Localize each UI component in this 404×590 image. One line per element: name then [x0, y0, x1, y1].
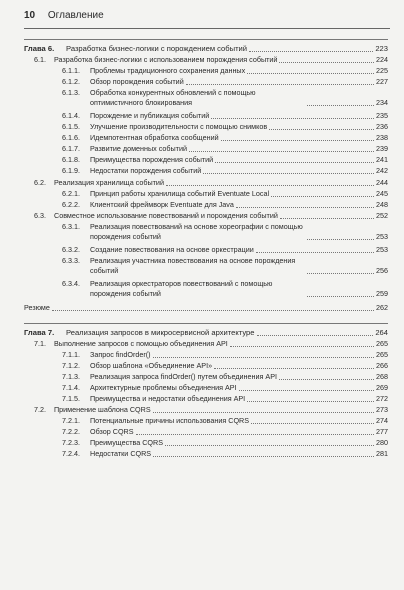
dot-leader — [271, 196, 374, 197]
section-number: 7.1. — [34, 339, 46, 348]
running-title: Оглавление — [47, 10, 104, 21]
chapter-heading — [24, 44, 388, 54]
page-ref: 264 — [375, 328, 388, 337]
section-title: Недостатки CQRS — [90, 449, 152, 458]
section-number: 6.2. — [34, 178, 46, 187]
section-number: 7.2.1. — [62, 416, 80, 425]
dot-leader — [153, 456, 374, 457]
section-number: 7.1.1. — [62, 350, 80, 359]
section-number: Глава 7. — [24, 328, 55, 337]
toc-entry — [62, 438, 388, 448]
page-ref: 268 — [376, 372, 388, 381]
section-number: 6.3.1. — [62, 222, 80, 231]
section-title: Реализация хранилища событий — [54, 178, 164, 187]
section-number: 7.2.2. — [62, 427, 80, 436]
section-number: 6.1. — [34, 55, 46, 64]
toc-entry — [62, 122, 388, 132]
dot-leader — [307, 296, 374, 297]
page-ref: 253 — [376, 245, 388, 254]
section-title: Применение шаблона CQRS — [54, 405, 151, 414]
page-ref: 256 — [376, 266, 388, 275]
toc-entry — [62, 200, 388, 210]
section-title: Обработка конкурентных обновлений с помощью оптимистичного блокирования — [90, 88, 256, 107]
toc-entry — [62, 66, 388, 76]
section-title: Обзор порождения событий — [90, 77, 184, 86]
section-title: Запрос findOrder() — [90, 350, 151, 359]
section-number: 6.1.9. — [62, 166, 80, 175]
toc-entry — [34, 405, 388, 415]
section-title: Преимущества порождения событий — [90, 155, 214, 164]
page-ref: 273 — [376, 405, 388, 414]
page-ref: 244 — [376, 178, 388, 187]
section-title: Выполнение запросов с помощью объединения API — [54, 339, 228, 348]
section-title: Реализация участника повествования на основе порождения событий — [90, 256, 296, 275]
toc-entry — [62, 222, 388, 242]
page-ref: 272 — [376, 394, 388, 403]
dot-leader — [257, 335, 374, 336]
dot-leader — [239, 390, 374, 391]
dot-leader — [136, 434, 374, 435]
section-title: Принцип работы хранилища событий Eventuate Local — [90, 189, 270, 198]
page-ref: 227 — [376, 77, 388, 86]
toc-entry — [62, 111, 388, 121]
dot-leader — [279, 379, 374, 380]
section-title: Клиентский фреймворк Eventuate для Java — [90, 200, 234, 209]
section-number: 6.2.1. — [62, 189, 80, 198]
toc-entry — [62, 449, 388, 459]
dot-leader — [307, 105, 374, 106]
section-number: 7.1.3. — [62, 372, 80, 381]
dot-leader — [165, 445, 374, 446]
toc-entry — [62, 88, 388, 108]
section-title: Реализация запросов в микросервисной архитектуре — [66, 328, 255, 337]
dot-leader — [214, 368, 374, 369]
dot-leader — [189, 151, 374, 152]
page-ref: 253 — [376, 232, 388, 241]
section-number: 7.1.5. — [62, 394, 80, 403]
toc-entry — [34, 178, 388, 188]
dot-leader — [211, 118, 374, 119]
page-ref: 265 — [376, 350, 388, 359]
page-ref: 262 — [376, 303, 388, 312]
dot-leader — [269, 129, 374, 130]
section-number: 7.2.3. — [62, 438, 80, 447]
toc-entry — [62, 256, 388, 276]
toc-entry — [62, 394, 388, 404]
toc-entry — [62, 144, 388, 154]
section-title: Идемпотентная обработка сообщений — [90, 133, 219, 142]
section-title: Разработка бизнес-логики с порождением событий — [66, 44, 248, 53]
page-ref: 259 — [376, 289, 388, 298]
dot-leader — [249, 51, 373, 52]
dot-leader — [166, 185, 374, 186]
page-ref: 235 — [376, 111, 388, 120]
page-ref: 223 — [375, 44, 388, 53]
toc-entry — [24, 303, 388, 313]
page-ref: 241 — [376, 155, 388, 164]
dot-leader — [203, 173, 374, 174]
section-title: Улучшение производительности с помощью снимков — [90, 122, 268, 131]
section-number: 6.1.1. — [62, 66, 80, 75]
section-number: 6.1.4. — [62, 111, 80, 120]
section-title: Разработка бизнес-логики с использованием порождения событий — [54, 55, 278, 64]
dot-leader — [153, 412, 374, 413]
toc-entry — [62, 372, 388, 382]
page-ref: 280 — [376, 438, 388, 447]
section-number: 6.1.6. — [62, 133, 80, 142]
section-number: 6.3. — [34, 211, 46, 220]
toc-entry — [34, 339, 388, 349]
toc-entry — [62, 245, 388, 255]
page-ref: 234 — [376, 98, 388, 107]
page-ref: 248 — [376, 200, 388, 209]
toc-entry — [62, 383, 388, 393]
section-number: 6.3.2. — [62, 245, 80, 254]
dot-leader — [279, 62, 374, 63]
section-title: Обзор CQRS — [90, 427, 134, 436]
toc-entry — [62, 166, 388, 176]
chapter-heading — [24, 328, 388, 338]
section-number: 7.2.4. — [62, 449, 80, 458]
section-title: Реализация повествований на основе хореографии с помощью порождения событий — [90, 222, 303, 241]
page-ref: 269 — [376, 383, 388, 392]
dot-leader — [307, 273, 374, 274]
toc-entry — [62, 350, 388, 360]
section-title: Создание повествования на основе оркестрации — [90, 245, 254, 254]
toc-entry — [62, 279, 388, 299]
dot-leader — [307, 239, 374, 240]
dot-leader — [251, 423, 374, 424]
page-ref: 224 — [376, 55, 388, 64]
toc-entry — [62, 361, 388, 371]
dot-leader — [215, 162, 374, 163]
section-number: 6.1.5. — [62, 122, 80, 131]
page-ref: 242 — [376, 166, 388, 175]
section-number: 6.1.3. — [62, 88, 80, 97]
page-ref: 252 — [376, 211, 388, 220]
page-ref: 277 — [376, 427, 388, 436]
page-ref: 274 — [376, 416, 388, 425]
section-title: Преимущества и недостатки объединения API — [90, 394, 246, 403]
section-title: Совместное использование повествований и порождения событий — [54, 211, 278, 220]
section-number: 7.2. — [34, 405, 46, 414]
page-ref: 281 — [376, 449, 388, 458]
dot-leader — [247, 401, 374, 402]
section-title: Архитектурные проблемы объединения API — [90, 383, 237, 392]
dot-leader — [280, 218, 374, 219]
section-number: Глава 6. — [24, 44, 55, 53]
section-number: 7.1.4. — [62, 383, 80, 392]
section-title: Реализация запроса findOrder() путем объединения API — [90, 372, 277, 381]
toc-entry — [34, 211, 388, 221]
dot-leader — [236, 207, 374, 208]
dot-leader — [52, 310, 374, 311]
section-title: Потенциальные причины использования CQRS — [90, 416, 250, 425]
section-title: Обзор шаблона «Объединение API» — [90, 361, 213, 370]
section-number: 7.1.2. — [62, 361, 80, 370]
section-title: Недостатки порождения событий — [90, 166, 202, 175]
section-title: Развитие доменных событий — [90, 144, 188, 153]
dot-leader — [230, 346, 374, 347]
section-title: Резюме — [24, 303, 50, 312]
section-number: 6.2.2. — [62, 200, 80, 209]
section-number: 6.3.3. — [62, 256, 80, 265]
toc-entry — [62, 416, 388, 426]
section-number: 6.3.4. — [62, 279, 80, 288]
section-title: Реализация оркестраторов повествований с помощью порождения событий — [90, 279, 273, 298]
toc-entry — [62, 155, 388, 165]
dot-leader — [186, 84, 374, 85]
page-ref: 265 — [376, 339, 388, 348]
page-ref: 236 — [376, 122, 388, 131]
section-title: Порождение и публикация событий — [90, 111, 210, 120]
section-number: 6.1.2. — [62, 77, 80, 86]
toc-entry — [34, 55, 388, 65]
chapter-rule — [24, 39, 388, 40]
page-ref: 239 — [376, 144, 388, 153]
dot-leader — [221, 140, 374, 141]
page-ref: 245 — [376, 189, 388, 198]
dot-leader — [247, 73, 374, 74]
section-title: Преимущества CQRS — [90, 438, 164, 447]
dot-leader — [256, 252, 374, 253]
section-number: 6.1.8. — [62, 155, 80, 164]
page-ref: 225 — [376, 66, 388, 75]
section-number: 6.1.7. — [62, 144, 80, 153]
toc-entry — [62, 77, 388, 87]
page-ref: 238 — [376, 133, 388, 142]
chapter-rule — [24, 323, 388, 324]
page-ref: 266 — [376, 361, 388, 370]
toc-entry — [62, 189, 388, 199]
page-number: 10 — [24, 10, 36, 21]
dot-leader — [153, 357, 374, 358]
toc-entry — [62, 427, 388, 437]
section-title: Проблемы традиционного сохранения данных — [90, 66, 246, 75]
toc-entry — [62, 133, 388, 143]
